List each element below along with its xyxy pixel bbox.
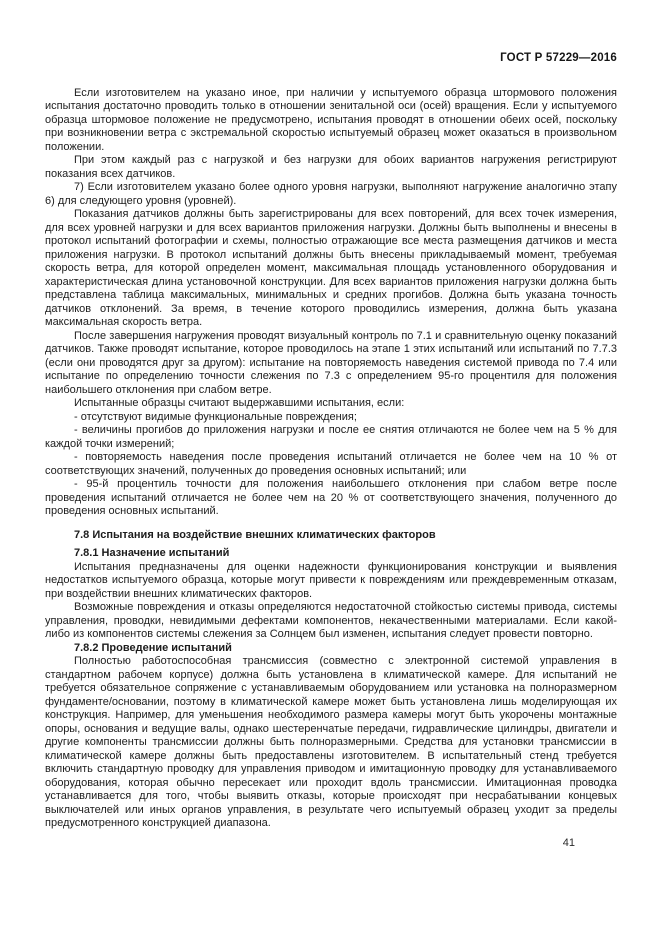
paragraph: 7) Если изготовителем указано более одного уровня нагрузки, выполняют нагружение аналогично этапу 6) для следующего уровня (уровней). — [45, 181, 617, 207]
section-heading: 7.8 Испытания на воздействие внешних климатических факторов — [74, 528, 436, 541]
subsection-heading: 7.8.2 Проведение испытаний — [74, 641, 232, 654]
paragraph: Если изготовителем на указано иное, при наличии у испытуемого образца штормового положения испытания достаточно проводить только в отношении зенитальной оси (осей) вращения. Если у испытуемого образца штормовое положение не предусмотрено, испытания проводят в отношении обеих осей, поскольку при возникновении ветра с экстремальной скоростью испытуемый образец может оказаться в произвольном положении. — [45, 86, 617, 153]
document-content — [45, 87, 617, 831]
page-number: 41 — [562, 836, 575, 849]
list-item: - повторяемость наведения после проведения испытаний отличается не более чем на 10 % от соответствующих значений, полученных до проведения основных испытаний; или — [45, 451, 617, 477]
document-standard-number: ГОСТ Р 57229—2016 — [500, 52, 617, 64]
paragraph: Показания датчиков должны быть зарегистрированы для всех повторений, для всех точек измерения, для всех уровней нагрузки и для всех вариантов приложения нагрузки. Должны быть выполнены и внесены в протокол испытаний фотографии и схемы, полностью отражающие все места размещения датчиков и места приложения нагрузки. В протокол испытаний должны быть внесены прикладываемый момент, требуемая скорость ветра, для которой определен момент, максимальная площадь установленного оборудования и характеристическая длина установочной конструкции. Для всех вариантов приложения нагрузки должна быть представлена таблица максимальных, минимальных и средних прогибов. Должна быть указана точность датчиков отклонений. За время, в течение которого проводились измерения, должна быть указана максимальная скорость ветра. — [45, 208, 617, 328]
list-item: - отсутствуют видимые функциональные повреждения; — [74, 410, 357, 423]
paragraph: Полностью работоспособная трансмиссия (совместно с электронной системой управления в стандартном рабочем корпусе) должна быть установлена в климатической камере. Для испытаний не требуется обязательное сопряжение с устанавливаемым оборудованием или установка на полноразмерном фундаменте/основании, поэтому в климатической камере может быть установлена лишь моделирующая их конструкция. Например, для уменьшения необходимого размера камеры могут быть укорочены монтажные опоры, основания и ведущие валы, однако шестеренчатые передачи, гидравлические цилиндры, двигатели и другие компоненты трансмиссии должны быть полноразмерными. Средства для установки трансмиссии в климатической камере должны быть предоставлены изготовителем. В испытательный стенд требуется включить стандартную проводку для управления приводом и имитационную проводку для устанавливаемого оборудования, которая обычно пересекает или проходит вдоль трансмиссии. Имитационная проводка устанавливается для того, чтобы выявить отказы, которые происходят при несрабатывании концевых выключателей или иных органов управления, в результате чего испытуемый образец уходит за пределы предусмотренного конструкцией диапазона. — [45, 655, 617, 829]
list-item: - величины прогибов до приложения нагрузки и после ее снятия отличаются не более чем на 5 % для каждой точки измерений; — [45, 424, 617, 450]
paragraph: Возможные повреждения и отказы определяются недостаточной стойкостью системы привода, системы управления, проводки, невидимыми дефектами компонентов, некачественными материалами. Если какой-либо из компонентов системы слежения за Солнцем был изменен, испытания следует провести повторно. — [45, 601, 617, 640]
list-item: - 95-й процентиль точности для положения наибольшего отклонения при слабом ветре после проведения испытаний отличается не более чем на 20 % от соответствующего значения, полученного до проведения основных испытаний. — [45, 478, 617, 517]
paragraph: Испытанные образцы считают выдержавшими испытания, если: — [74, 397, 405, 409]
paragraph: При этом каждый раз с нагрузкой и без нагрузки для обоих вариантов нагружения регистрируют показания всех датчиков. — [45, 154, 617, 180]
paragraph: Испытания предназначены для оценки надежности функционирования конструкции и выявления недостатков испытуемого образца, которые могут привести к повреждениям или преждевременным отказам, при воздействии внешних климатических факторов. — [45, 560, 617, 600]
paragraph: После завершения нагружения проводят визуальный контроль по 7.1 и сравнительную оценку показаний датчиков. Также проводят испытание, которое проводилось на этапе 1 этих испытаний или испытаний по 7.7.3 (если они проводятся друг за другом): испытание на повторяемость наведения системой привода по 7.4 или испытание по определению точности слежения по 7.3 с определением 95-го процентиля для положения наибольшего отклонения при слабом ветре. — [45, 329, 617, 396]
subsection-heading: 7.8.1 Назначение испытаний — [74, 547, 230, 559]
